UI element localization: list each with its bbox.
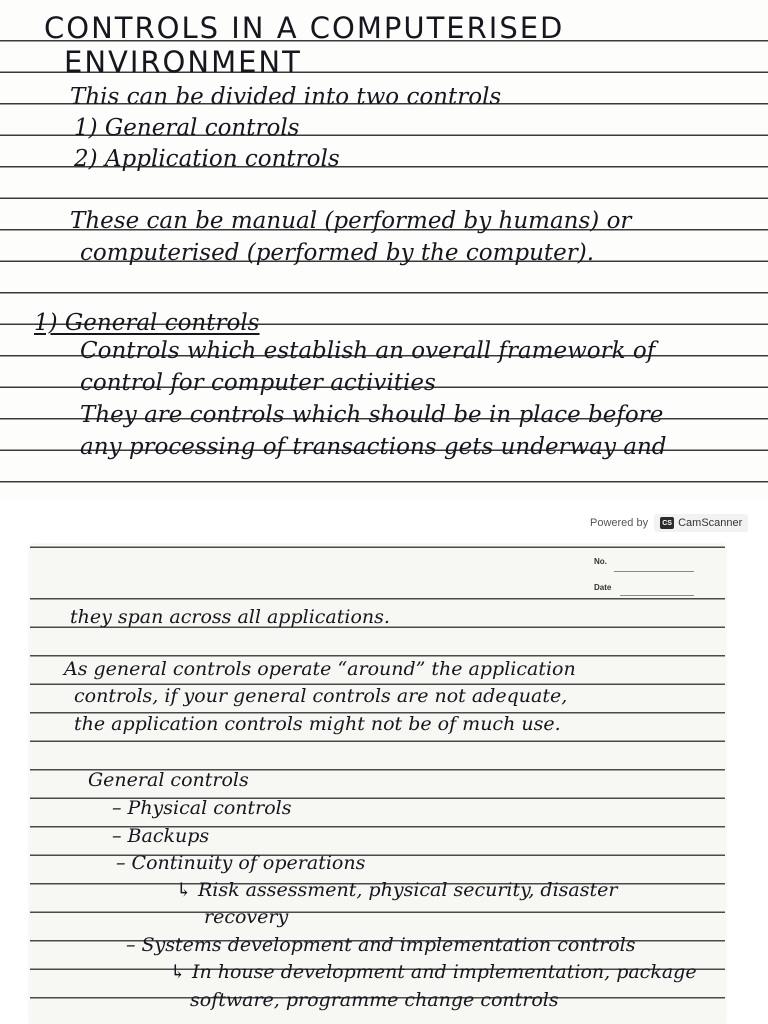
note-line: These can be manual (performed by humans) or	[70, 208, 632, 234]
list-heading: General controls	[88, 769, 249, 791]
powered-by-label: Powered by	[590, 517, 649, 529]
note-line: the application controls might not be of much use.	[74, 713, 561, 735]
notebook-page-1	[0, 0, 768, 500]
note-line: computerised (performed by the computer).	[80, 240, 595, 266]
date-rule	[620, 595, 694, 596]
note-line: Controls which establish an overall framework of	[80, 338, 656, 364]
note-line: 1) General controls	[74, 115, 300, 141]
note-line: they span across all applications.	[70, 606, 390, 628]
sub-list-item: recovery	[204, 906, 289, 928]
notebook-page-2	[30, 545, 725, 1024]
note-line: control for computer activities	[80, 370, 436, 396]
list-item: – Systems development and implementation controls	[126, 934, 636, 956]
camscanner-icon: CS	[660, 517, 674, 529]
note-line: As general controls operate “around” the application	[64, 658, 576, 680]
note-line: They are controls which should be in place before	[80, 402, 664, 428]
list-item: – Backups	[112, 825, 210, 847]
camscanner-logo	[654, 514, 748, 532]
page-number-rule	[614, 571, 694, 572]
list-item: – Continuity of operations	[116, 852, 366, 874]
camscanner-brand: CamScanner	[678, 517, 743, 529]
camscanner-watermark	[590, 512, 748, 534]
date-label: Date	[594, 583, 612, 592]
section-heading: 1) General controls	[34, 310, 260, 336]
note-line: 2) Application controls	[74, 146, 340, 172]
sub-list-item: ↳ In house development and implementation, package	[170, 961, 697, 983]
sub-list-item: ↳ Risk assessment, physical security, disaster	[176, 879, 618, 901]
sub-list-item: software, programme change controls	[190, 989, 559, 1011]
note-line: any processing of transactions gets underway and	[80, 434, 667, 460]
note-line: controls, if your general controls are not adequate,	[74, 685, 568, 707]
note-line: This can be divided into two controls	[70, 84, 502, 110]
page-heading-line-1: CONTROLS IN A COMPUTERISED	[44, 11, 565, 45]
page-heading-line-2: ENVIRONMENT	[64, 45, 302, 79]
page-number-label: No.	[594, 557, 607, 566]
list-item: – Physical controls	[112, 797, 292, 819]
